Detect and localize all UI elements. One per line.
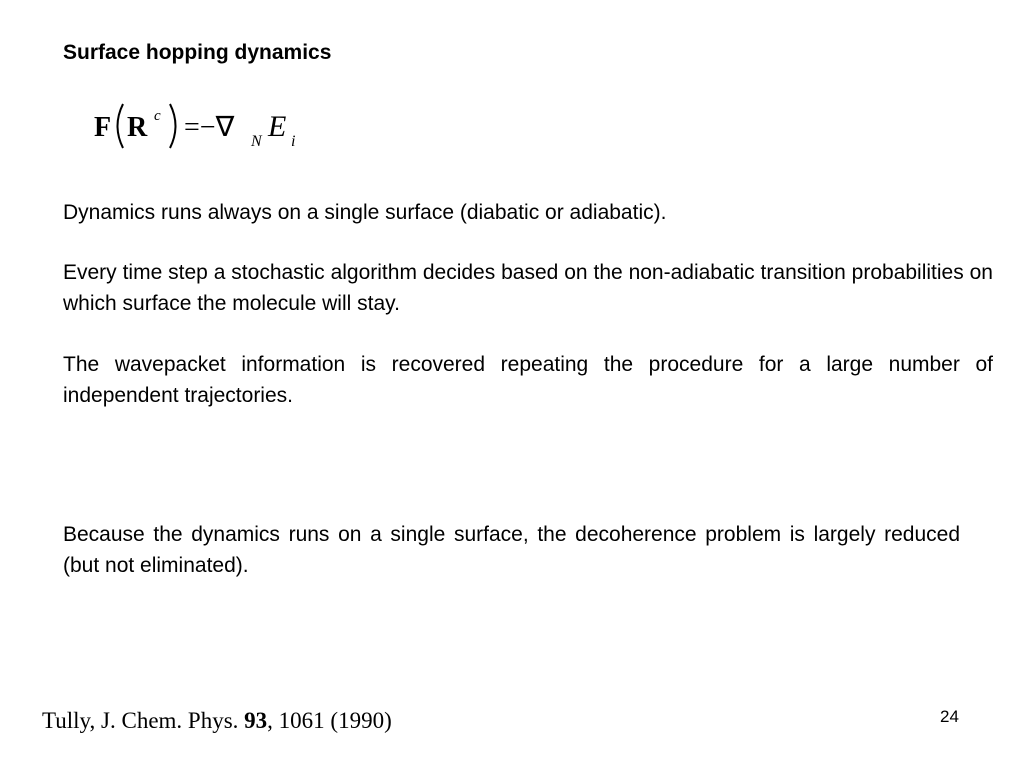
paragraph-wavepacket: The wavepacket information is recovered repeating the procedure for a large number of independent trajectories. xyxy=(63,353,993,407)
paragraph-single-surface: Dynamics runs always on a single surface (diabatic or adiabatic). xyxy=(63,201,667,224)
citation xyxy=(42,706,392,736)
equation-left-paren xyxy=(118,104,124,148)
equation-subscript-i: i xyxy=(291,133,296,150)
equation-F: F xyxy=(94,112,112,143)
citation-volume: 93 xyxy=(244,708,268,733)
paragraph-decoherence: Because the dynamics runs on a single surface, the decoherence problem is largely reduced (but not eliminated). xyxy=(63,523,960,577)
equation-right-paren xyxy=(170,104,176,148)
slide-title: Surface hopping dynamics xyxy=(63,41,332,64)
equation-E: E xyxy=(268,110,287,143)
citation-suffix: , 1061 (1990) xyxy=(267,708,392,733)
force-equation xyxy=(88,96,328,156)
equation-subscript-N: N xyxy=(251,133,262,150)
paragraph-stochastic-algorithm: Every time step a stochastic algorithm decides based on the non-adiabatic transition probabilities on which surface the molecule will stay. xyxy=(63,261,993,315)
equation-R: R xyxy=(127,112,148,143)
equation-superscript-c: c xyxy=(154,108,161,124)
citation-prefix: Tully, J. Chem. Phys. xyxy=(42,708,245,733)
page-number: 24 xyxy=(940,707,959,726)
equation-equals-minus-nabla: =−∇ xyxy=(184,112,235,143)
force-equation-svg xyxy=(88,96,328,156)
